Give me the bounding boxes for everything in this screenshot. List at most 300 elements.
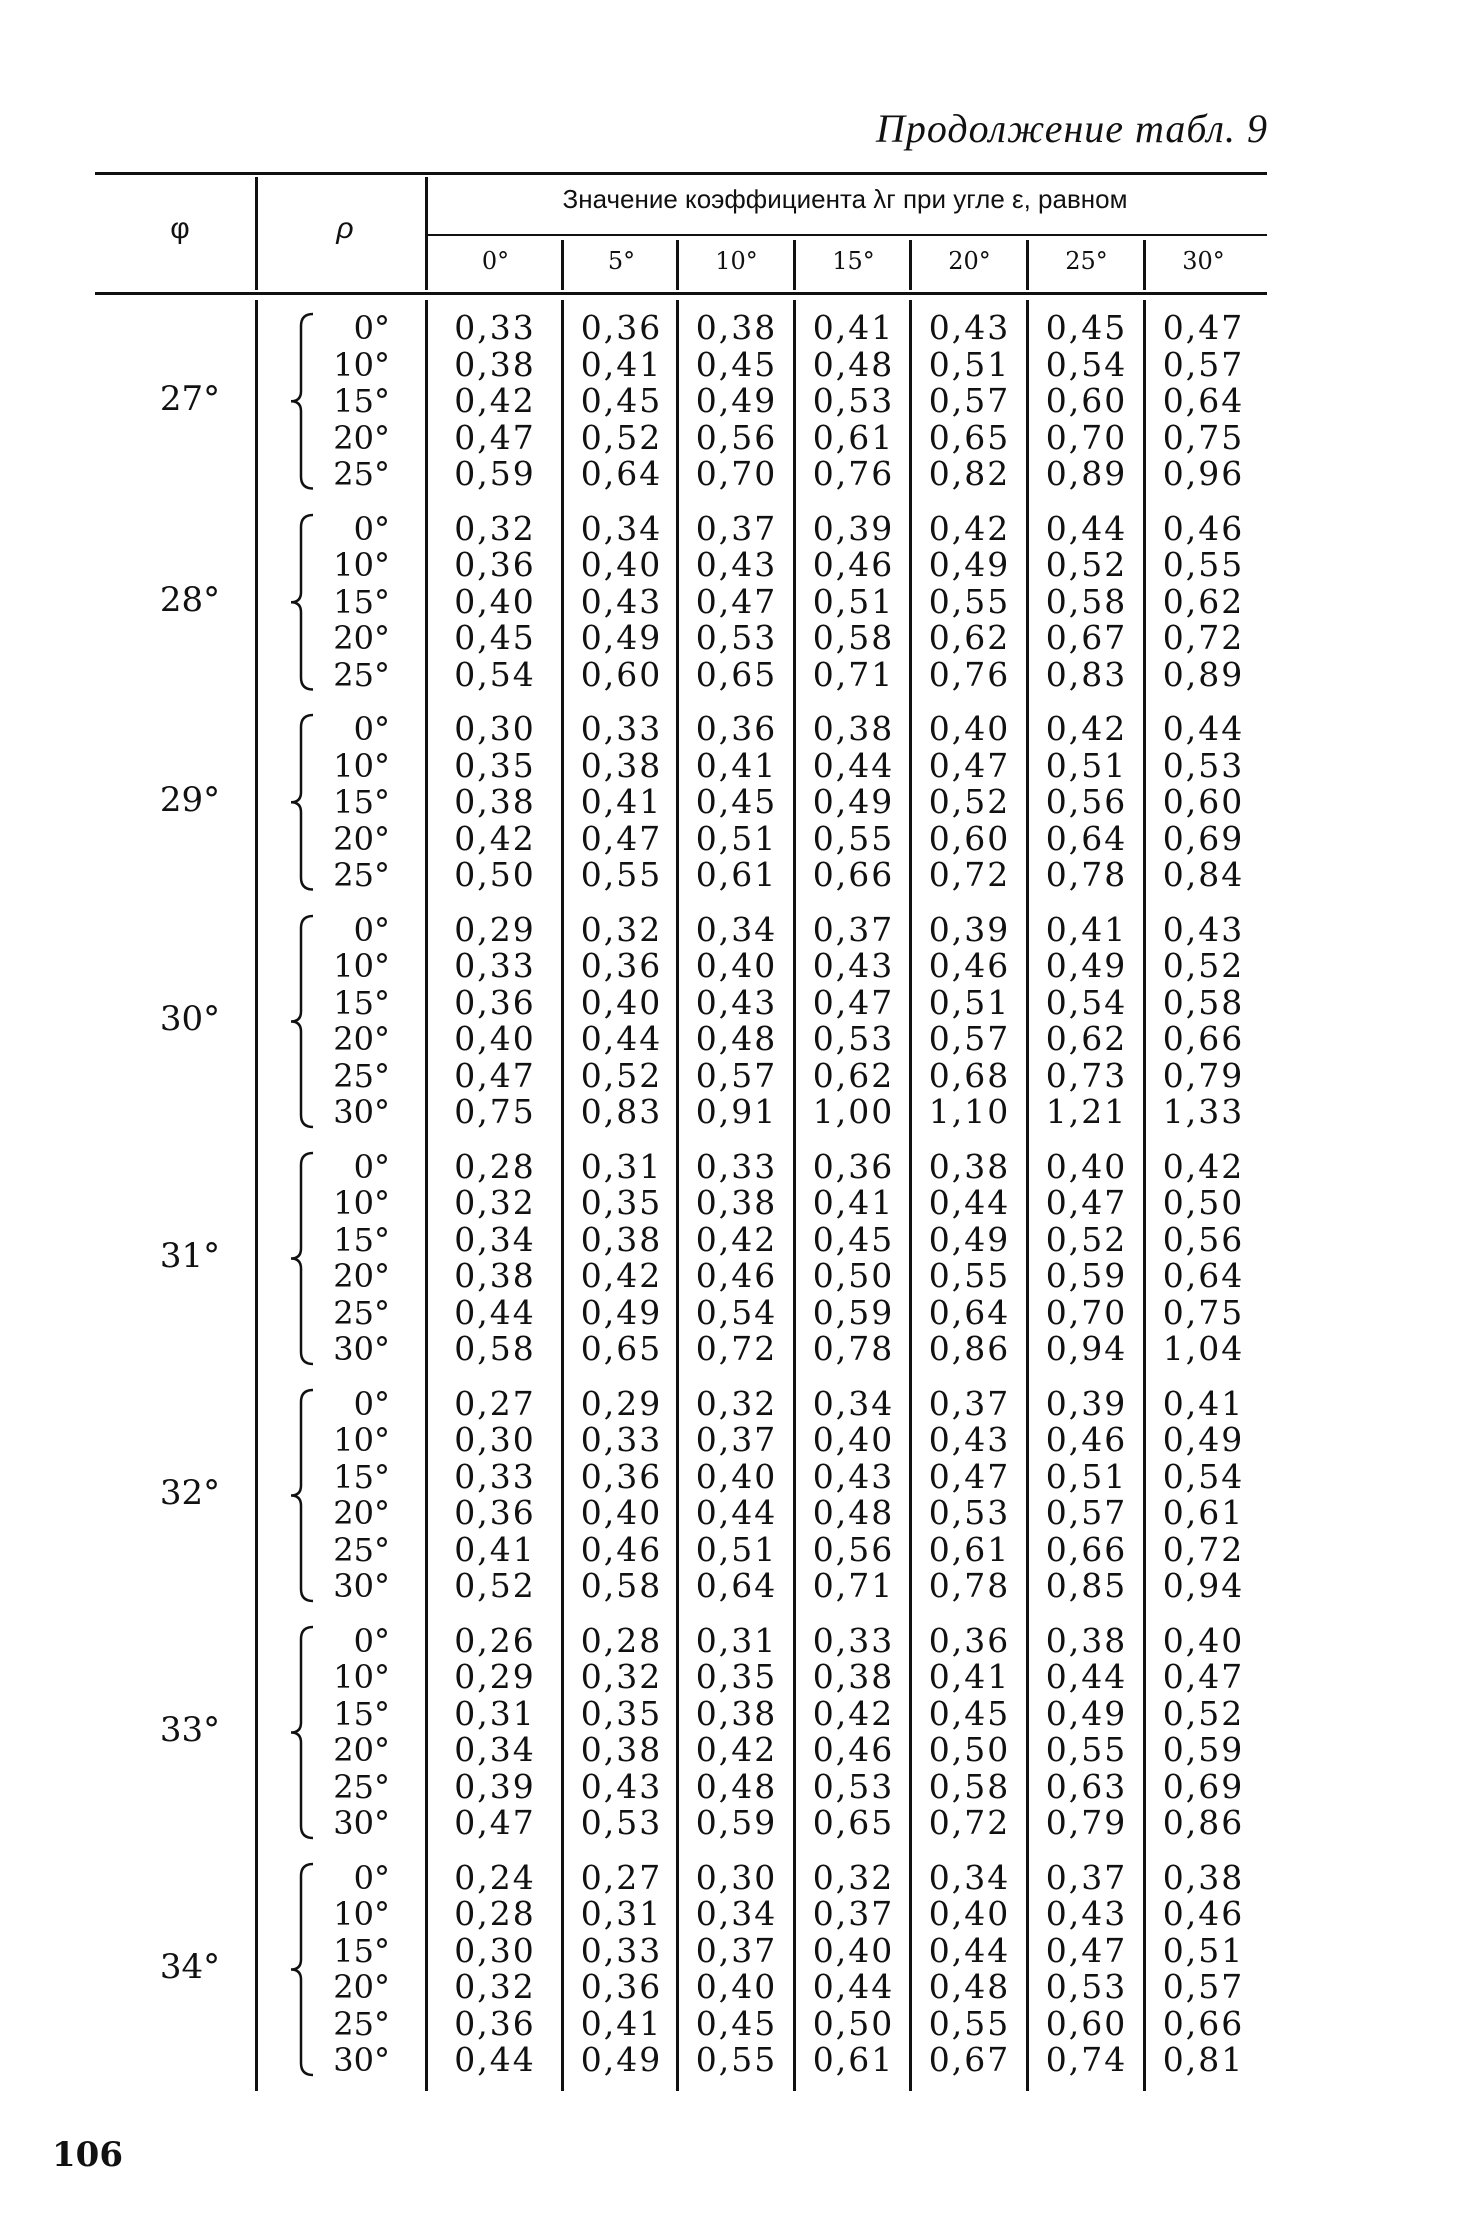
table-cell: 0,32 [695,1383,778,1423]
rho-cell: 10° [333,746,390,785]
table-cell: 0,56 [1045,782,1128,821]
table-cell: 0,58 [454,1329,536,1368]
data-column-5 [1030,909,1143,1131]
table-cell: 0,51 [1045,745,1128,785]
table-cell: 0,86 [928,1329,1011,1368]
table-cell: 0,94 [1162,1566,1245,1605]
rho-cell: 25° [333,1293,390,1332]
table-cell: 0,70 [695,454,778,493]
table-cell: 0,36 [580,308,663,347]
table-cell: 0,44 [1162,709,1245,748]
rho-cell: 25° [333,2004,390,2043]
header-col-divider [676,240,679,290]
table-cell: 0,53 [812,381,895,420]
table-cell: 0,36 [454,545,536,584]
header-divider-phi [255,177,258,290]
table-cell: 0,38 [580,1730,663,1769]
table-cell: 0,30 [454,709,536,748]
table-cell: 0,38 [812,1657,895,1696]
table-cell: 0,86 [1162,1803,1245,1842]
table-cell: 0,32 [454,1967,536,2006]
table-cell: 0,38 [695,308,778,347]
table-cell: 0,29 [454,909,536,949]
table-cell: 0,47 [812,982,895,1022]
table-cell: 0,52 [1162,946,1245,985]
table-cell: 0,53 [1162,745,1245,785]
table-cell: 0,27 [580,1857,663,1897]
table-cell: 0,60 [928,818,1011,858]
table-cell: 0,49 [580,618,663,657]
table-cell: 0,69 [1162,1766,1245,1806]
table-cell: 0,38 [454,344,536,384]
data-column-1 [565,508,678,694]
table-cell: 0,40 [812,1420,895,1459]
rho-cell: 10° [333,1184,390,1222]
table-cell: 1,00 [812,1092,895,1131]
table-cell: 0,74 [1045,2040,1128,2079]
table-cell: 0,68 [928,1055,1011,1095]
body-col-divider [793,300,796,2091]
table-cell: 0,50 [812,2003,895,2043]
data-column-0 [430,1620,560,1842]
table-cell: 0,35 [454,745,536,785]
data-column-4 [913,1857,1026,2079]
data-column-5 [1030,1857,1143,2079]
table-cell: 0,79 [1045,1803,1128,1842]
table-cell: 0,51 [695,1529,778,1569]
table-cell: 1,21 [1045,1092,1128,1131]
table-cell: 0,85 [1045,1566,1128,1605]
header-angle-1: 5° [607,247,636,275]
table-cell: 0,41 [1045,909,1128,949]
table-cell: 0,82 [928,454,1011,493]
data-column-4 [913,909,1026,1131]
table-cell: 0,39 [812,508,895,548]
header-angle-6: 30° [1182,247,1225,275]
table-cell: 0,43 [928,1420,1011,1459]
table-cell: 0,57 [928,381,1011,420]
table-cell: 0,53 [812,1766,895,1806]
table-cell: 0,43 [1045,1894,1128,1933]
table-cell: 0,46 [812,545,895,584]
table-cell: 0,38 [454,1256,536,1295]
table-cell: 0,62 [928,618,1011,657]
group-phi-3 [95,909,1267,1131]
table-cell: 0,36 [812,1146,895,1186]
table-cell: 0,75 [1162,417,1245,457]
rho-cell: 0° [353,710,390,748]
table-cell: 0,28 [580,1620,663,1660]
data-column-5 [1030,310,1143,493]
group-phi-5 [95,1383,1267,1605]
table-cell: 0,72 [1162,1529,1245,1569]
table-cell: 0,33 [580,709,663,748]
table-cell: 0,54 [1045,982,1128,1022]
rho-cell: 25° [333,1767,390,1806]
table-cell: 0,42 [454,381,536,420]
table-cell: 0,46 [580,1529,663,1569]
data-column-3 [797,1383,910,1605]
table-cell: 0,61 [812,2040,895,2079]
page-number: 106 [52,2135,123,2175]
data-column-0 [430,508,560,694]
data-column-6 [1147,1857,1260,2079]
table-cell: 0,72 [928,1803,1011,1842]
table-cell: 0,54 [1162,1456,1245,1496]
table-cell: 0,52 [1162,1693,1245,1733]
table-cell: 0,40 [580,545,663,584]
table-cell: 0,72 [928,855,1011,894]
table-cell: 0,34 [695,909,778,949]
rho-cell: 10° [333,1658,390,1696]
table-cell: 0,53 [1045,1967,1128,2006]
table-cell: 0,40 [454,1019,536,1058]
table-cell: 0,78 [928,1566,1011,1605]
table-cell: 0,36 [454,982,536,1022]
table-cell: 0,40 [454,581,536,621]
table-cell: 0,38 [695,1693,778,1733]
table-cell: 0,37 [695,1420,778,1459]
table-cell: 0,47 [454,1055,536,1095]
table-cell: 0,34 [580,508,663,548]
table-cell: 0,30 [454,1420,536,1459]
table-cell: 0,49 [1045,946,1128,985]
table-cell: 0,46 [1162,1894,1245,1933]
table-cell: 0,49 [1162,1420,1245,1459]
table-cell: 0,47 [1045,1183,1128,1222]
table-cell: 0,83 [1045,654,1128,694]
table-cell: 0,89 [1045,454,1128,493]
table-cell: 0,43 [928,308,1011,347]
data-column-2 [680,909,793,1131]
table-cell: 0,64 [1162,381,1245,420]
table-cell: 0,35 [580,1693,663,1733]
table-cell: 0,33 [454,946,536,985]
rho-values [300,1860,390,2079]
table-cell: 0,43 [695,982,778,1022]
table-cell: 0,75 [1162,1292,1245,1332]
table-cell: 0,52 [580,417,663,457]
table-cell: 0,44 [1045,1657,1128,1696]
table-cell: 0,51 [928,344,1011,384]
table-cell: 0,72 [1162,618,1245,657]
table-cell: 0,48 [695,1766,778,1806]
table-cell: 0,60 [1045,381,1128,420]
table-cell: 0,40 [812,1930,895,1970]
table-cell: 0,51 [1162,1930,1245,1970]
table-cell: 0,65 [695,654,778,694]
table-cell: 0,44 [928,1930,1011,1970]
table-cell: 0,47 [1162,1657,1245,1696]
table-cell: 0,44 [812,1967,895,2006]
table-cell: 0,57 [1162,344,1245,384]
phi-value: 29° [159,780,221,821]
data-column-3 [797,1620,910,1842]
rho-cell: 25° [333,856,390,894]
table-cell: 0,38 [812,709,895,748]
data-column-6 [1147,1146,1260,1368]
data-column-5 [1030,711,1143,894]
table-cell: 0,33 [695,1146,778,1186]
rho-cell: 30° [333,1093,390,1131]
table-cell: 0,43 [812,1456,895,1496]
data-column-3 [797,310,910,493]
table-cell: 0,39 [454,1766,536,1806]
table-cell: 0,42 [1045,709,1128,748]
table-cell: 0,53 [695,618,778,657]
table-cell: 0,45 [695,344,778,384]
table-cell: 0,43 [695,545,778,584]
table-cell: 0,32 [580,909,663,949]
table-cell: 0,37 [695,508,778,548]
table-cell: 0,70 [1045,417,1128,457]
table-cell: 0,34 [454,1730,536,1769]
table-cell: 0,75 [454,1092,536,1131]
data-column-1 [565,1146,678,1368]
rho-cell: 15° [333,1694,390,1733]
table-cell: 0,44 [812,745,895,785]
table-cell: 0,51 [1045,1456,1128,1496]
data-column-1 [565,1857,678,2079]
table-cell: 0,30 [454,1930,536,1970]
rho-cell: 30° [333,1567,390,1605]
table-cell: 0,32 [454,1183,536,1222]
table-cell: 0,58 [580,1566,663,1605]
table-cell: 0,32 [454,508,536,548]
table-cell: 0,52 [1045,1219,1128,1259]
header-col-divider [561,240,564,290]
table-cell: 0,34 [454,1219,536,1259]
table-cell: 0,45 [1045,308,1128,347]
header-angle-2: 10° [715,247,758,275]
table-cell: 0,36 [454,1493,536,1532]
data-column-4 [913,310,1026,493]
table-cell: 0,83 [580,1092,663,1131]
data-column-2 [680,310,793,493]
table-cell: 0,50 [1162,1183,1245,1222]
rho-cell: 25° [333,455,390,493]
table-cell: 0,29 [580,1383,663,1423]
table-cell: 0,46 [928,946,1011,985]
table-cell: 0,71 [812,1566,895,1605]
data-column-4 [913,1620,1026,1842]
table-cell: 0,52 [928,782,1011,821]
table-cell: 0,78 [812,1329,895,1368]
data-column-4 [913,1383,1026,1605]
table-cell: 0,49 [1045,1693,1128,1733]
table-cell: 0,53 [812,1019,895,1058]
table-cell: 0,49 [812,782,895,821]
table-cell: 0,63 [1045,1766,1128,1806]
data-column-1 [565,711,678,894]
rho-values [300,310,390,493]
table-cell: 0,79 [1162,1055,1245,1095]
rho-cell: 10° [333,546,390,584]
rho-cell: 20° [333,1020,390,1058]
table-cell: 0,44 [695,1493,778,1532]
table-cell: 0,40 [580,1493,663,1532]
data-column-2 [680,1383,793,1605]
table-cell: 0,42 [695,1730,778,1769]
table-cell: 0,84 [1162,855,1245,894]
group-phi-4 [95,1146,1267,1368]
data-column-1 [565,1620,678,1842]
rho-values [300,1386,390,1605]
rho-values [300,1149,390,1368]
data-column-2 [680,508,793,694]
table-cell: 0,61 [812,417,895,457]
body-col-divider [1143,300,1146,2091]
rho-cell: 0° [353,1858,390,1897]
rho-cell: 10° [333,1421,390,1459]
data-column-5 [1030,1620,1143,1842]
table-caption: Продолжение табл. 9 [875,106,1268,151]
table-cell: 0,62 [812,1055,895,1095]
data-column-3 [797,1857,910,2079]
table-cell: 0,57 [1045,1493,1128,1532]
data-column-0 [430,1857,560,2079]
table-cell: 0,37 [1045,1857,1128,1897]
body-col-divider [1026,300,1029,2091]
table-cell: 0,51 [695,818,778,858]
table-cell: 0,53 [928,1493,1011,1532]
table-cell: 0,46 [1162,508,1245,548]
table-cell: 0,65 [580,1329,663,1368]
data-column-4 [913,711,1026,894]
table-cell: 0,58 [928,1766,1011,1806]
header-span-title: Значение коэффициента λг при угле ε, равном [562,184,1128,214]
rho-values [300,912,390,1131]
table-cell: 0,76 [928,654,1011,694]
data-column-1 [565,310,678,493]
data-column-5 [1030,508,1143,694]
group-phi-6 [95,1620,1267,1842]
header-angle-4: 20° [948,247,991,275]
group-phi-7 [95,1857,1267,2079]
table-cell: 0,40 [695,946,778,985]
header-bottom-rule [95,292,1267,295]
table-cell: 0,49 [580,1292,663,1332]
table-cell: 0,41 [812,308,895,347]
table-cell: 0,40 [580,982,663,1022]
table-cell: 0,64 [695,1566,778,1605]
data-column-4 [913,1146,1026,1368]
table-cell: 0,47 [928,745,1011,785]
table-cell: 0,43 [1162,909,1245,949]
body-col-divider [909,300,912,2091]
table-cell: 0,31 [580,1894,663,1933]
table-cell: 0,56 [812,1529,895,1569]
table-cell: 0,89 [1162,654,1245,694]
table-cell: 0,57 [928,1019,1011,1058]
table-cell: 0,59 [1045,1256,1128,1295]
table-cell: 0,41 [454,1529,536,1569]
rho-cell: 10° [333,947,390,985]
table-cell: 0,46 [1045,1420,1128,1459]
rho-values [300,1623,390,1842]
header-col-divider [909,240,912,290]
table-cell: 0,42 [928,508,1011,548]
header-phi: φ [170,212,190,245]
phi-value: 33° [159,1710,221,1750]
data-column-0 [430,1146,560,1368]
table-cell: 0,52 [454,1566,536,1605]
body-col-divider [425,300,428,2091]
table-cell: 0,55 [1045,1730,1128,1769]
table-cell: 1,10 [928,1092,1011,1131]
table-cell: 0,34 [812,1383,895,1423]
table-cell: 0,47 [1045,1930,1128,1970]
table-cell: 0,34 [695,1894,778,1933]
header-col-divider [1026,240,1029,290]
table-cell: 0,56 [695,417,778,457]
table-cell: 0,33 [812,1620,895,1660]
table-cell: 0,44 [454,2040,536,2079]
table-cell: 0,50 [928,1730,1011,1769]
table-cell: 0,61 [695,855,778,894]
phi-value: 30° [159,999,221,1039]
table-cell: 0,91 [695,1092,778,1131]
table-cell: 0,41 [695,745,778,785]
table-cell: 0,31 [454,1693,536,1733]
table-cell: 0,41 [928,1657,1011,1696]
table-cell: 0,38 [580,1219,663,1259]
rho-cell: 20° [333,1494,390,1532]
table-cell: 0,55 [928,1256,1011,1295]
rho-cell: 10° [333,1895,390,1933]
table-cell: 0,61 [928,1529,1011,1569]
table-cell: 0,54 [454,654,536,694]
table-cell: 0,36 [928,1620,1011,1660]
table-cell: 0,61 [1162,1493,1245,1532]
rho-cell: 20° [333,619,390,657]
body-col-divider [561,300,564,2091]
table-cell: 0,47 [580,818,663,858]
rho-cell: 0° [353,1147,390,1186]
table-cell: 0,81 [1162,2040,1245,2079]
header-angle-0: 0° [481,247,510,275]
table-cell: 0,35 [695,1657,778,1696]
table-cell: 0,64 [1045,818,1128,858]
rho-cell: 20° [333,1731,390,1769]
table-cell: 0,47 [695,581,778,621]
table-cell: 0,33 [580,1420,663,1459]
table-cell: 0,24 [454,1857,536,1897]
table-cell: 0,39 [928,909,1011,949]
data-column-3 [797,909,910,1131]
table-cell: 0,38 [1162,1857,1245,1897]
header-col-divider [1143,240,1146,290]
rho-cell: 0° [353,1621,390,1660]
data-column-0 [430,1383,560,1605]
table-cell: 0,49 [928,545,1011,584]
data-column-4 [913,508,1026,694]
table-cell: 0,57 [695,1055,778,1095]
table-cell: 0,40 [1045,1146,1128,1186]
table-cell: 0,60 [1162,782,1245,821]
table-cell: 0,46 [695,1256,778,1295]
table-cell: 0,39 [1045,1383,1128,1423]
table-cell: 0,30 [695,1857,778,1897]
table-cell: 0,37 [928,1383,1011,1423]
data-column-6 [1147,711,1260,894]
table-cell: 0,51 [928,982,1011,1022]
table-cell: 0,27 [454,1383,536,1423]
table-cell: 0,52 [580,1055,663,1095]
table-cell: 0,44 [928,1183,1011,1222]
table-cell: 0,34 [928,1857,1011,1897]
table-cell: 0,45 [695,2003,778,2043]
